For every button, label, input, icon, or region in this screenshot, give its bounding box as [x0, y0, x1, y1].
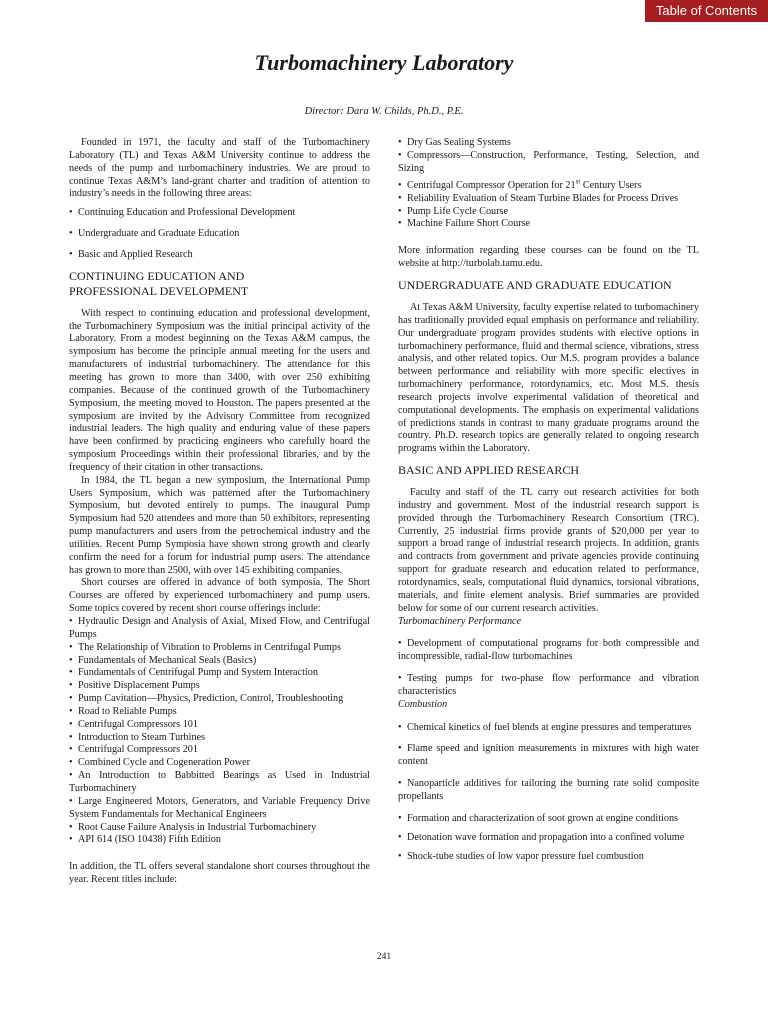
list-item: • Development of computational programs for both compressible and incompressible, radial-flow turbomachines	[398, 638, 699, 663]
bullet-icon: •	[69, 228, 73, 240]
areas-list	[69, 207, 370, 262]
standalone-intro-paragraph: In addition, the TL offers several standalone short courses throughout the year. Recent titles include:	[69, 861, 370, 886]
list-item: • Pump Cavitation—Physics, Prediction, Control, Troubleshooting	[69, 693, 344, 705]
page-number: 241	[376, 952, 392, 962]
list-item: • Centrifugal Compressor Operation for 21st Century Users	[398, 177, 642, 191]
list-item: • Shock-tube studies of low vapor pressure fuel combustion	[398, 850, 644, 862]
list-item: • Large Engineered Motors, Generators, and Variable Frequency Drive System Fundamentals for Mechanical Engineers	[69, 795, 370, 820]
more-info-paragraph: More information regarding these courses can be found on the TL website at http://turbolab.tamu.edu.	[398, 245, 699, 270]
performance-list	[398, 638, 699, 698]
standalone-course-list	[398, 137, 699, 231]
intro-paragraph: Founded in 1971, the faculty and staff of the Turbomachinery Laboratory (TL) and Texas A&M University continue to address the needs of the pump and turbomachinery industries. We are proud to continue Texas A&M’s land-grant charter and tradition of attention to industry’s needs in the following three areas:	[69, 137, 370, 200]
table-of-contents-button[interactable]: Table of Contents	[645, 0, 768, 22]
list-item: • Road to Reliable Pumps	[69, 705, 177, 717]
list-item: • Formation and characterization of soot grown at engine conditions	[398, 812, 679, 824]
left-column	[69, 137, 370, 887]
symposium-paragraph: With respect to continuing education and professional development, the Turbomachinery Symposium was the initial principal activity of the Laboratory. From a modest beginning on the Texas A&M campus, the symposium has become the principle annual meeting for the users and manufacturers of industrial turbomachinery. The attendance for this meeting has grown to more than 3400, with over 250 exhibiting companies. Because of the continued growth of the Turbomachinery Symposium, the meeting moved to Houston. The papers presented at the symposium are invited by the Advisory Committee from recognized industrial leaders. The high quality and enduring value of these papers have been confirmed by practicing engineers who carefully hoard the symposium Proceedings within their professional libraries, and by the frequency of their citation in other transactions.	[69, 307, 370, 473]
list-item: • Detonation wave formation and propagation into a confined volume	[398, 831, 685, 843]
short-course-list	[69, 616, 370, 847]
list-item: • Basic and Applied Research	[69, 248, 193, 260]
undergraduate-paragraph: At Texas A&M University, faculty expertise related to turbomachinery has traditionally provided equal emphasis on performance and reliability. Our undergraduate program provides students with elective options in turbomachinery performance, fluid and thermal science, vibrations, stress analysis, and other related topics. Our M.S. program provides a balance between performance and reliability with more specific electives in turbomachinery performance, rotordynamics, etc. Most M.S. thesis research projects involve experimental validation of theoretical and computational developments. The emphasis on experimental validations of predictions stands in contrast to many graduate programs around the country. Ph.D. research topics are generally related to ongoing research programs within the Laboratory.	[398, 301, 699, 455]
list-item: • Positive Displacement Pumps	[69, 680, 200, 692]
combustion-subheading: Combustion	[398, 698, 448, 710]
list-item: • Testing pumps for two-phase flow performance and vibration characteristics	[398, 673, 699, 697]
list-item: • Undergraduate and Graduate Education	[69, 228, 240, 240]
list-item: • The Relationship of Vibration to Problems in Centrifugal Pumps	[69, 641, 341, 653]
list-item: • Pump Life Cycle Course	[398, 205, 509, 217]
list-item: • Continuing Education and Professional Development	[69, 207, 296, 219]
research-heading: BASIC AND APPLIED RESEARCH	[398, 463, 580, 478]
list-item: • Dry Gas Sealing Systems	[398, 137, 511, 148]
list-item: • Centrifugal Compressors 201	[69, 744, 198, 756]
list-item: • An Introduction to Babbitted Bearings as Used in Industrial Turbomachinery	[69, 770, 370, 794]
combustion-list	[398, 722, 699, 864]
continuing-education-heading: CONTINUING EDUCATION AND PROFESSIONAL DEVELOPMENT	[69, 268, 249, 298]
pump-symposium-paragraph: In 1984, the TL began a new symposium, the International Pump Users Symposium, which was patterned after the Turbomachinery Symposium, but devoted entirely to pumps. The inaugural Pump Symposium had 520 attendees and more than 50 exhibitors, representing pump manufacturers and users from the petrochemical industry and the utilities. Recent Pump Symposia have shown strong growth and clearly confirm the need for a forum for industrial pump users. The attendance has grown to more than 2500, with over 145 exhibiting companies.	[69, 474, 370, 576]
page-title: Turbomachinery Laboratory	[254, 50, 514, 75]
list-item: • Nanoparticle additives for tailoring the burning rate solid composite propellants	[398, 778, 699, 802]
list-item: • Introduction to Steam Turbines	[69, 731, 206, 743]
short-courses-paragraph: Short courses are offered in advance of both symposia. The Short Courses are offered by experienced turbomachinery and pump users. Some topics covered by recent short course offerings include:	[69, 577, 370, 615]
undergraduate-education-heading: UNDERGRADUATE AND GRADUATE EDUCATION	[398, 277, 672, 292]
list-item: • Combined Cycle and Cogeneration Power	[69, 757, 251, 769]
list-item: • Compressors—Construction, Performance, Testing, Selection, and Sizing	[398, 149, 699, 174]
list-item: • Machine Failure Short Course	[398, 218, 531, 230]
turbomachinery-performance-subheading: Turbomachinery Performance	[398, 615, 522, 627]
bullet-icon: •	[69, 207, 73, 219]
director-line: Director: Dara W. Childs, Ph.D., P.E.	[304, 106, 464, 117]
list-item: • Centrifugal Compressors 101	[69, 718, 198, 730]
list-item: • Fundamentals of Mechanical Seals (Basics)	[69, 654, 257, 666]
list-item: • API 614 (ISO 10438) Fifth Edition	[69, 834, 221, 846]
list-item: • Flame speed and ignition measurements in mixtures with high water content	[398, 743, 699, 768]
list-item: • Root Cause Failure Analysis in Industrial Turbomachinery	[69, 821, 317, 833]
list-item: • Chemical kinetics of fuel blends at engine pressures and temperatures	[398, 721, 692, 733]
list-item: • Reliability Evaluation of Steam Turbine Blades for Process Drives	[398, 192, 679, 204]
list-item: • Hydraulic Design and Analysis of Axial, Mixed Flow, and Centrifugal Pumps	[69, 616, 370, 640]
research-paragraph: Faculty and staff of the TL carry out research activities for both industry and government. Most of the industrial research support is provided through the Turbomachinery Research Consortium (TRC). Currently, 25 industrial firms provide grants of $20,000 per year to support a broad range of industrial research projects. In addition, grants and contracts from government and private agencies provide continuing support for graduate research and education related to performance, rotordynamics, seals, computational fluid dynamics, torsional vibrations, materials, and finite element analysis. Brief summaries are provided below for some of our current research activities.	[398, 487, 699, 614]
right-column	[398, 137, 699, 863]
list-item: • Fundamentals of Centrifugal Pump and System Interaction	[69, 667, 318, 679]
bullet-icon: •	[69, 248, 73, 260]
